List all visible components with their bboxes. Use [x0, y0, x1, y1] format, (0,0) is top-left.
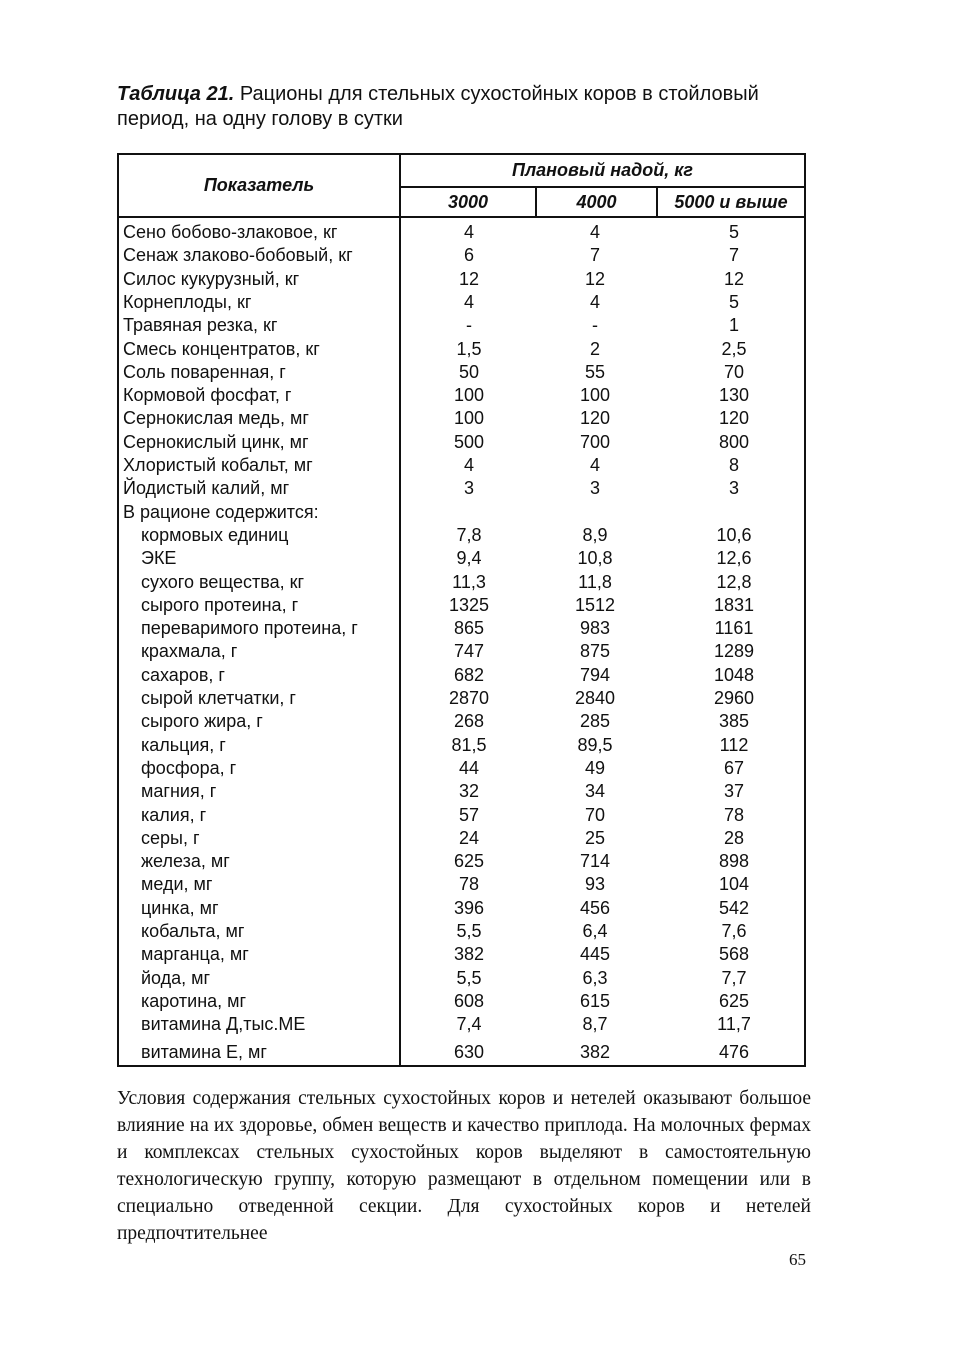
cell-value: 6,3 [582, 967, 608, 988]
row-label: ЭКЕ [141, 548, 177, 569]
cell-value: - [466, 315, 472, 336]
cell-value: 8 [728, 455, 739, 475]
cell-value: 5 [728, 222, 739, 242]
divider-indicator-column [399, 155, 401, 1065]
row-label: Сернокислая медь, мг [123, 408, 309, 429]
cell-value: 7 [728, 245, 739, 266]
cell-value: 10,6 [716, 524, 752, 545]
row-label: сахаров, г [141, 664, 225, 685]
cell-value: 1 [728, 315, 739, 336]
ration-table [117, 153, 806, 1067]
row-label: Сенаж злаково-бобовый, кг [123, 245, 353, 266]
cell-value: 875 [579, 641, 611, 662]
row-label: кобальта, мг [141, 921, 245, 941]
row-label: Травяная резка, кг [123, 315, 278, 336]
cell-value: 630 [453, 1041, 485, 1062]
header-planned-yield: Плановый надой, кг [512, 160, 693, 180]
divider-header-group [399, 186, 804, 188]
cell-value: 112 [719, 734, 749, 755]
cell-value: 12 [584, 268, 606, 289]
cell-value: 3 [589, 478, 600, 499]
row-label: витамина Д,тыс.МЕ [141, 1014, 306, 1035]
row-label: Кормовой фосфат, г [123, 385, 292, 406]
cell-value: 93 [584, 874, 606, 895]
divider-header-bottom [119, 216, 804, 218]
cell-value: 500 [453, 431, 485, 452]
cell-value: 7,4 [456, 1014, 482, 1035]
cell-value: 983 [579, 618, 611, 639]
cell-value: 120 [718, 408, 750, 429]
cell-value: 5,5 [456, 921, 482, 941]
cell-value: 615 [579, 990, 611, 1011]
cell-value: 34 [584, 781, 606, 802]
cell-value: 800 [718, 431, 750, 452]
cell-value: 1831 [713, 594, 755, 615]
body-paragraph: Условия содержания стельных сухостойных коров и нетелей оказывают большое влияние на их здоровье, обмен веществ и качество приплода. На молочных фермах и комплексах стельных сухостойных коров выделяют в самостоятельную технологическую группу, которую размещают в отдельном помещении или в специально отведенной секции. Для сухостойных коров и нетелей предпочтительнее [117, 1088, 811, 1244]
cell-value: 4 [463, 222, 474, 242]
cell-value: 70 [584, 804, 606, 825]
row-label: сырого жира, г [141, 711, 263, 732]
row-label: цинка, мг [141, 897, 219, 918]
cell-value: 714 [579, 851, 611, 872]
cell-value: 49 [584, 757, 606, 778]
cell-value: 568 [718, 944, 750, 965]
header-col-4000: 4000 [576, 192, 617, 212]
cell-value: 382 [579, 1041, 611, 1062]
cell-value: 50 [458, 361, 480, 382]
cell-value: 44 [458, 757, 480, 778]
cell-value: 12 [458, 268, 480, 289]
header-col-3000: 3000 [447, 192, 489, 212]
cell-value: 1512 [574, 594, 616, 615]
row-label: переваримого протеина, г [141, 618, 358, 639]
row-label: Корнеплоды, кг [123, 291, 252, 312]
cell-value: 1,5 [456, 338, 482, 359]
cell-value: 8,7 [582, 1014, 608, 1035]
cell-value: 1289 [713, 641, 755, 662]
cell-value: 7,6 [721, 921, 747, 941]
cell-value: 385 [718, 711, 750, 732]
cell-value: 682 [453, 664, 485, 685]
cell-value: 10,8 [577, 548, 613, 569]
row-label: магния, г [141, 781, 217, 802]
row-label: Сернокислый цинк, мг [123, 431, 309, 452]
cell-value: 7 [589, 245, 600, 266]
cell-value: 78 [458, 874, 480, 895]
cell-value: 625 [453, 851, 485, 872]
cell-value: 1325 [448, 594, 490, 615]
row-label: калия, г [141, 804, 207, 825]
cell-value: 24 [458, 827, 480, 848]
cell-value: 130 [718, 385, 750, 406]
row-label: серы, г [141, 827, 200, 848]
cell-value: 9,4 [456, 548, 482, 569]
row-label: марганца, мг [141, 944, 249, 965]
row-label: каротина, мг [141, 990, 247, 1011]
cell-value: 32 [458, 781, 480, 802]
cell-value: 456 [579, 897, 611, 918]
cell-value: 78 [723, 804, 745, 825]
cell-value: 11,3 [452, 571, 486, 592]
cell-value: 2870 [448, 688, 490, 708]
page-number: 65 [789, 1250, 806, 1269]
cell-value: 11,7 [717, 1014, 751, 1035]
cell-value: 70 [723, 361, 745, 382]
cell-value: 37 [723, 781, 745, 802]
row-label: витамина Е, мг [141, 1041, 267, 1062]
cell-value: 11,8 [578, 571, 612, 592]
cell-value: 4 [589, 291, 600, 312]
row-label: йода, мг [141, 967, 211, 988]
row-label: Смесь концентратов, кг [123, 338, 320, 359]
cell-value: 542 [718, 897, 750, 918]
cell-value: 2 [589, 338, 600, 359]
cell-value: 57 [458, 804, 480, 825]
cell-value: 12,8 [716, 571, 752, 592]
cell-value: 100 [453, 385, 485, 406]
cell-value: 81,5 [451, 734, 487, 755]
cell-value: 7,7 [721, 967, 747, 988]
row-label: меди, мг [141, 874, 213, 895]
row-label: Соль поваренная, г [123, 361, 286, 382]
cell-value: 865 [453, 618, 485, 639]
cell-value: 7,8 [456, 524, 482, 545]
cell-value: 268 [453, 711, 485, 732]
cell-value: 747 [453, 641, 485, 662]
cell-value: 396 [453, 897, 485, 918]
cell-value: 6 [463, 245, 474, 266]
cell-value: 104 [718, 874, 750, 895]
cell-value: 2,5 [721, 338, 747, 359]
row-label: железа, мг [141, 851, 230, 872]
row-label: сырой клетчатки, г [141, 688, 296, 708]
header-indicator: Показатель [203, 175, 315, 195]
cell-value: 3 [463, 478, 474, 499]
cell-value: 120 [579, 408, 611, 429]
cell-value: 12,6 [716, 548, 752, 569]
cell-value: 4 [589, 222, 600, 242]
table-caption [117, 82, 817, 132]
cell-value: 3 [728, 478, 739, 499]
cell-value: 8,9 [582, 524, 608, 545]
cell-value: 100 [453, 408, 485, 429]
row-label: сырого протеина, г [141, 594, 299, 615]
row-label: Силос кукурузный, кг [123, 268, 300, 289]
header-col-5000: 5000 и выше [674, 192, 788, 212]
cell-value: 445 [579, 944, 611, 965]
row-label: кальция, г [141, 734, 226, 755]
row-label: Йодистый калий, мг [123, 478, 290, 499]
row-label: фосфора, г [141, 757, 237, 778]
cell-value: 12 [723, 268, 745, 289]
cell-value: 700 [579, 431, 611, 452]
cell-value: 608 [453, 990, 485, 1011]
row-label: крахмала, г [141, 641, 238, 662]
caption-label: Таблица 21. [117, 83, 235, 105]
cell-value: 794 [579, 664, 611, 685]
cell-value: 1048 [713, 664, 755, 685]
cell-value: 25 [584, 827, 606, 848]
cell-value: 67 [723, 757, 745, 778]
cell-value: 100 [579, 385, 611, 406]
cell-value: 2840 [574, 688, 616, 708]
cell-value: 6,4 [582, 921, 608, 941]
cell-value: 4 [589, 455, 600, 475]
cell-value: 2960 [713, 688, 755, 708]
caption-text: Рационы для стельных сухостойных коров в стойловый период, на одну голову в сутки [117, 83, 759, 130]
cell-value: 89,5 [577, 734, 613, 755]
cell-value: 55 [584, 361, 606, 382]
cell-value: - [592, 315, 598, 336]
cell-value: 476 [718, 1041, 750, 1062]
row-label: Хлористый кобальт, мг [123, 455, 313, 475]
cell-value: 285 [579, 711, 611, 732]
cell-value: 5 [728, 291, 739, 312]
cell-value: 4 [463, 455, 474, 475]
cell-value: 898 [718, 851, 750, 872]
cell-value: 382 [453, 944, 485, 965]
row-label: В рационе содержится: [123, 501, 319, 522]
row-label: кормовых единиц [141, 524, 289, 545]
row-label: Сено бобово-злаковое, кг [123, 222, 338, 242]
cell-value: 4 [463, 291, 474, 312]
cell-value: 5,5 [456, 967, 482, 988]
row-label: сухого вещества, кг [141, 571, 305, 592]
cell-value: 625 [718, 990, 750, 1011]
cell-value: 28 [723, 827, 745, 848]
cell-value: 1161 [714, 618, 754, 639]
